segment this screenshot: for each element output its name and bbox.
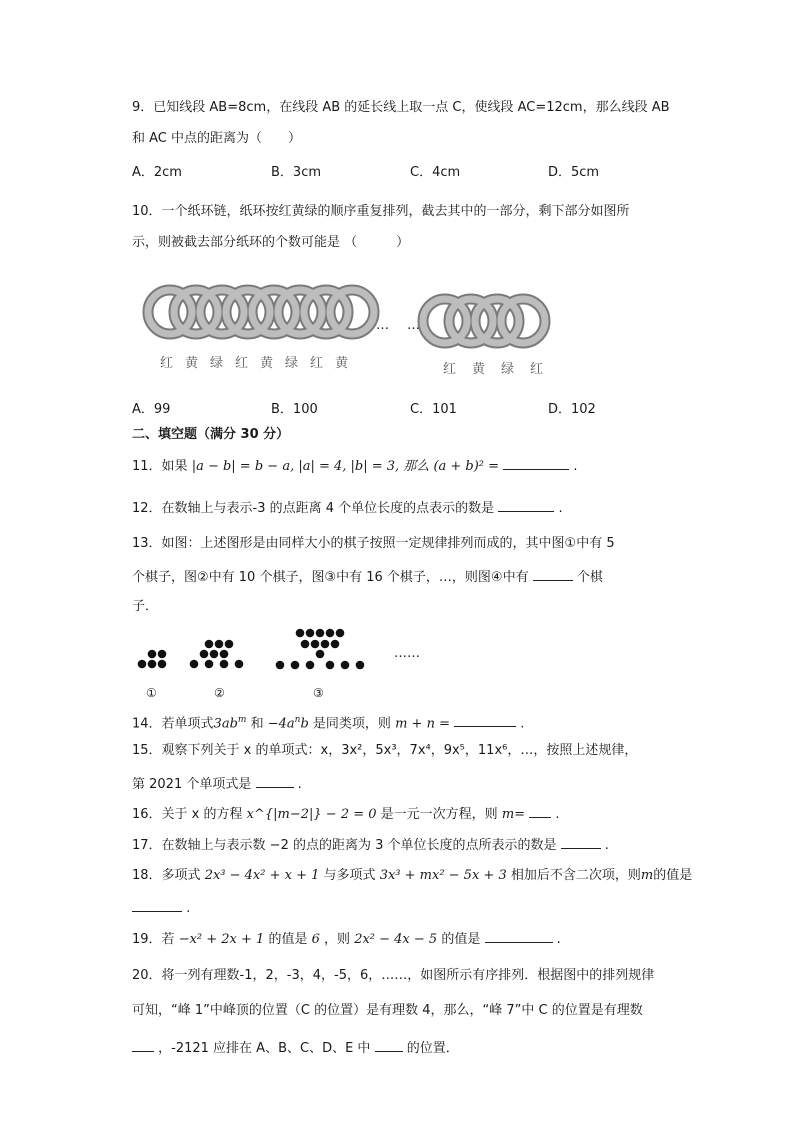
q13-line1: 13．如图：上述图形是由同样大小的棋子按照一定规律排列而成的，其中图①中有 5	[132, 536, 615, 551]
ring-chain-left-figure	[140, 282, 380, 342]
q18-mid: 与多项式	[323, 868, 376, 883]
q14-end: 是同类项，则	[312, 716, 391, 732]
q20-answer-blank-2[interactable]	[375, 1037, 403, 1052]
q18-suffix: .	[186, 901, 191, 916]
q20-answer-blank-1[interactable]	[132, 1037, 154, 1052]
q14-mid: 和	[250, 716, 264, 732]
q13-line3: 子．	[132, 599, 159, 614]
pattern-1	[138, 650, 167, 669]
ring-left-labels: 红黄绿红黄绿红黄	[160, 356, 361, 371]
q11-answer-blank[interactable]	[503, 455, 569, 470]
q15-line2	[132, 773, 302, 795]
q18-poly1: 2x³ − 4x² + x + 1	[204, 868, 320, 883]
q13-line2-end: 个棋	[576, 570, 603, 585]
q14-term2-exp: n	[294, 715, 301, 725]
q18-var: m	[640, 868, 654, 883]
q19-end: 的值是	[441, 932, 481, 947]
q14-line	[132, 710, 524, 734]
q16-prefix: 16．关于 x 的方程	[132, 807, 243, 822]
q20-line3-end: 的位置．	[406, 1041, 459, 1056]
q11-line	[132, 455, 577, 477]
q10-option-c: C．101	[410, 402, 457, 417]
ring-ellipsis-right: …	[407, 318, 420, 333]
q13-line2	[132, 566, 603, 588]
q12-line	[132, 497, 563, 519]
q12-text: 12．在数轴上与表示-3 的点距离 4 个单位长度的点表示的数是	[132, 501, 495, 516]
q18-poly2: 3x³ + mx² − 5x + 3	[379, 868, 507, 883]
q19-mid2: ，则	[324, 932, 351, 947]
q18-end2: 的值是	[653, 868, 693, 883]
q14-answer-blank[interactable]	[454, 712, 516, 727]
chess-pattern-figure	[132, 625, 412, 680]
q16-var: m=	[501, 807, 526, 822]
pattern-ellipsis: ……	[394, 646, 420, 661]
q12-suffix: .	[558, 501, 563, 516]
q14-term2: −4a	[267, 716, 295, 732]
q19-answer-blank[interactable]	[485, 928, 553, 943]
q14-formula: m + n =	[395, 716, 450, 732]
q16-suffix: .	[555, 807, 560, 822]
pattern-label-2: ②	[214, 686, 225, 700]
q14-term1-exp: m	[237, 715, 247, 725]
q17-text: 17．在数轴上与表示数 −2 的点的距离为 3 个单位长度的点所表示的数是	[132, 838, 557, 853]
q11-suffix: .	[573, 459, 578, 474]
q10-option-a: A．99	[132, 402, 171, 417]
q19-value: 6	[311, 932, 320, 947]
q17-line	[132, 834, 609, 856]
q16-line	[132, 803, 559, 825]
ring-chain-right-figure	[415, 291, 555, 351]
q14-prefix: 14．若单项式	[132, 716, 214, 732]
q15-line2-text: 第 2021 个单项式是	[132, 777, 252, 792]
q20-line3-text: ，-2121 应排在 A、B、C、D、E 中	[158, 1041, 371, 1056]
pattern-3	[276, 629, 365, 670]
q14-term1: 3ab	[213, 716, 238, 732]
q11-formula: |a − b| = b − a, |a| = 4, |b| = 3, 那么 (a + b)² =	[191, 459, 500, 474]
q9-option-a: A．2cm	[132, 165, 182, 180]
q14-term2-b: b	[300, 716, 309, 732]
q19-mid: 的值是	[268, 932, 308, 947]
q18-prefix: 18．多项式	[132, 868, 201, 883]
q13-answer-blank[interactable]	[533, 566, 573, 581]
q10-option-d: D．102	[548, 402, 596, 417]
q20-line2: 可知，“峰 1”中峰顶的位置（C 的位置）是有理数 4，那么，“峰 7”中 C 的位置是有理数	[132, 1003, 643, 1018]
q14-suffix: .	[520, 716, 525, 732]
q15-line1: 15．观察下列关于 x 的单项式：x，3x²，5x³，7x⁴，9x⁵，11x⁶，…，按照上述规律，	[132, 743, 638, 758]
q15-suffix: .	[297, 777, 302, 792]
q20-line3	[132, 1037, 459, 1059]
q9-line1: 9．已知线段 AB=8cm，在线段 AB 的延长线上取一点 C，使线段 AC=12cm，那么线段 AB	[132, 100, 670, 115]
ring-ellipsis-left: …	[376, 318, 389, 333]
q9-option-b: B．3cm	[271, 165, 322, 180]
q17-answer-blank[interactable]	[561, 834, 601, 849]
q16-mid: 是一元一次方程，则	[380, 807, 498, 822]
q17-suffix: .	[604, 838, 609, 853]
q19-line	[132, 928, 561, 950]
q18-end: 相加后不含二次项，则	[510, 868, 641, 883]
q19-suffix: .	[556, 932, 561, 947]
q18-line1	[132, 866, 692, 886]
q15-answer-blank[interactable]	[256, 773, 294, 788]
q20-line1: 20．将一列有理数-1，2，-3，4，-5，6，……，如图所示有序排列．根据图中的排列规律	[132, 968, 655, 983]
q10-line2: 示，则被截去部分纸环的个数可能是 （ ）	[132, 235, 410, 250]
q19-expr1: −x² + 2x + 1	[178, 932, 265, 947]
q16-answer-blank[interactable]	[529, 803, 551, 818]
q9-line2: 和 AC 中点的距离为（ ）	[132, 131, 302, 146]
q18-answer-blank[interactable]	[132, 897, 182, 912]
pattern-label-3: ③	[313, 686, 324, 700]
q12-answer-blank[interactable]	[498, 497, 554, 512]
q9-option-c: C．4cm	[410, 165, 461, 180]
q19-expr2: 2x² − 4x − 5	[354, 932, 438, 947]
pattern-2	[190, 640, 244, 669]
q13-line2-text: 个棋子，图②中有 10 个棋子，图③中有 16 个棋子，…，则图④中有	[132, 570, 529, 585]
q16-formula: x^{|m−2|} − 2 = 0	[246, 807, 377, 822]
q9-option-d: D．5cm	[548, 165, 600, 180]
q11-prefix: 11．如果	[132, 459, 188, 474]
q10-line1: 10．一个纸环链，纸环按红黄绿的顺序重复排列，截去其中的一部分，剩下部分如图所	[132, 204, 630, 219]
ring-right-labels: 红黄绿红	[443, 362, 560, 377]
q10-option-b: B．100	[271, 402, 318, 417]
q19-prefix: 19．若	[132, 932, 175, 947]
section-heading: 二、填空题（满分 30 分）	[132, 427, 290, 442]
pattern-label-1: ①	[146, 686, 157, 700]
q18-line2	[132, 897, 190, 919]
